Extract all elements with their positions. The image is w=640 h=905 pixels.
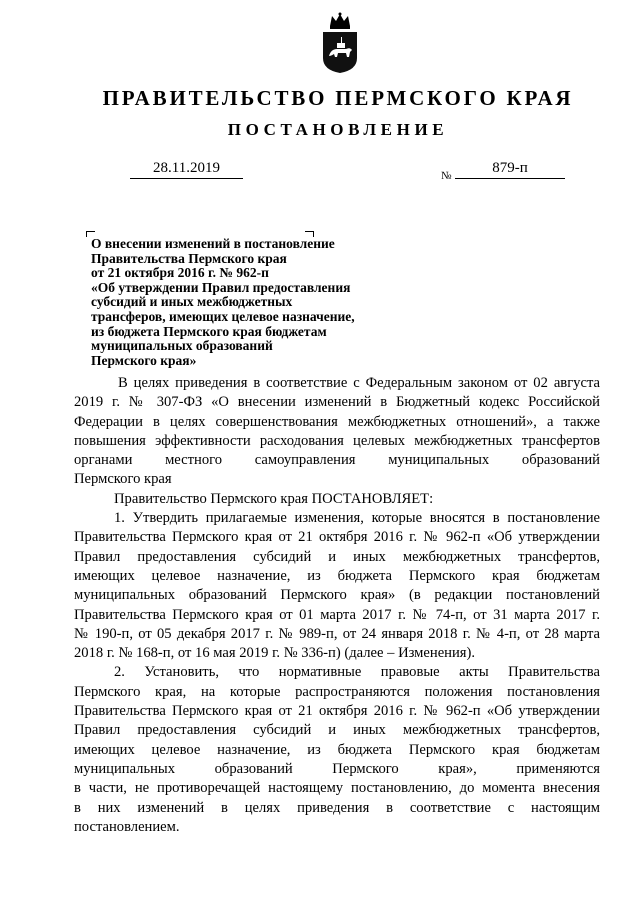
body-line: Правительство Пермского края ПОСТАНОВЛЯЕТ: xyxy=(114,490,434,507)
subject-line: трансферов, имеющих целевое назначение, xyxy=(91,308,355,324)
body-line: Правительства Пермского края от 21 октября 2016 г. № 962-п «Об утверждении xyxy=(74,703,600,720)
body-line: Правительства Пермского края от 21 октября 2016 г. № 962-п «Об утверждении xyxy=(74,529,600,546)
document-body xyxy=(74,374,600,837)
body-line: муниципальных образований Пермского края» (в редакции постановлений xyxy=(74,587,600,604)
document-type: ПОСТАНОВЛЕНИЕ xyxy=(227,120,449,139)
body-line: Пермского края xyxy=(74,471,172,488)
subject-line: Правительства Пермского края xyxy=(91,250,287,266)
body-line: в части, не противоречащей настоящему постановлению, до момента внесения xyxy=(74,780,600,797)
subject-line: из бюджета Пермского края бюджетам xyxy=(91,323,327,339)
subject-line: Пермского края» xyxy=(91,352,197,368)
body-line: Правил предоставления субсидий и иных межбюджетных трансфертов, xyxy=(74,548,600,565)
subject-line: муниципальных образований xyxy=(91,338,273,354)
subject-line: «Об утверждении Правил предоставления xyxy=(91,279,351,295)
body-line: муниципальных образований Пермского края», применяются xyxy=(74,760,600,777)
subject-line: О внесении изменений в постановление xyxy=(91,236,335,251)
body-line: повышения эффективности расходования целевых межбюджетных трансфертов xyxy=(74,432,600,449)
body-line: № 190-п, от 05 декабря 2017 г. № 989-п, от 24 января 2018 г. № 4-п, от 28 марта xyxy=(74,625,600,642)
number-label: № xyxy=(441,170,452,182)
body-line: органами местного самоуправления муниципальных образований xyxy=(74,452,600,469)
subject-line: от 21 октября 2016 г. № 962-п xyxy=(91,265,269,281)
body-line: 2019 г. № 307-ФЗ «О внесении изменений в Бюджетный кодекс Российской xyxy=(74,394,600,411)
body-line: 2. Установить, что нормативные правовые акты Правительства xyxy=(114,664,600,681)
body-line: 1. Утвердить прилагаемые изменения, которые вносятся в постановление xyxy=(114,510,600,527)
subject-line: субсидий и иных межбюджетных xyxy=(91,294,293,310)
body-line: в них изменений в целях приведения в соответствие с настоящим xyxy=(74,799,600,816)
perm-krai-coat-of-arms-icon xyxy=(319,12,361,74)
body-line: 2018 г. № 168-п, от 16 мая 2019 г. № 336-п) (далее – Изменения). xyxy=(74,645,476,662)
document-subject xyxy=(91,237,421,368)
body-line: Федерации в целях совершенствования межбюджетных отношений», а также xyxy=(74,413,600,430)
body-line: постановлением. xyxy=(74,818,180,835)
body-line: Пермского края, на которые распространяются положения постановления xyxy=(74,683,600,700)
body-line: Правительства Пермского края от 01 марта 2017 г. № 74-п, от 31 марта 2017 г. xyxy=(74,606,600,623)
body-line: имеющих целевое назначение, из бюджета Пермского края бюджетам xyxy=(74,567,600,584)
body-line: В целях приведения в соответствие с Федеральным законом от 02 августа xyxy=(118,375,600,391)
body-line: Правил предоставления субсидий и иных межбюджетных трансфертов, xyxy=(74,722,600,739)
government-title: ПРАВИТЕЛЬСТВО ПЕРМСКОГО КРАЯ xyxy=(102,86,574,110)
document-number: 879-п xyxy=(455,160,565,179)
body-line: имеющих целевое назначение, из бюджета Пермского края бюджетам xyxy=(74,741,600,758)
document-date: 28.11.2019 xyxy=(130,160,243,179)
